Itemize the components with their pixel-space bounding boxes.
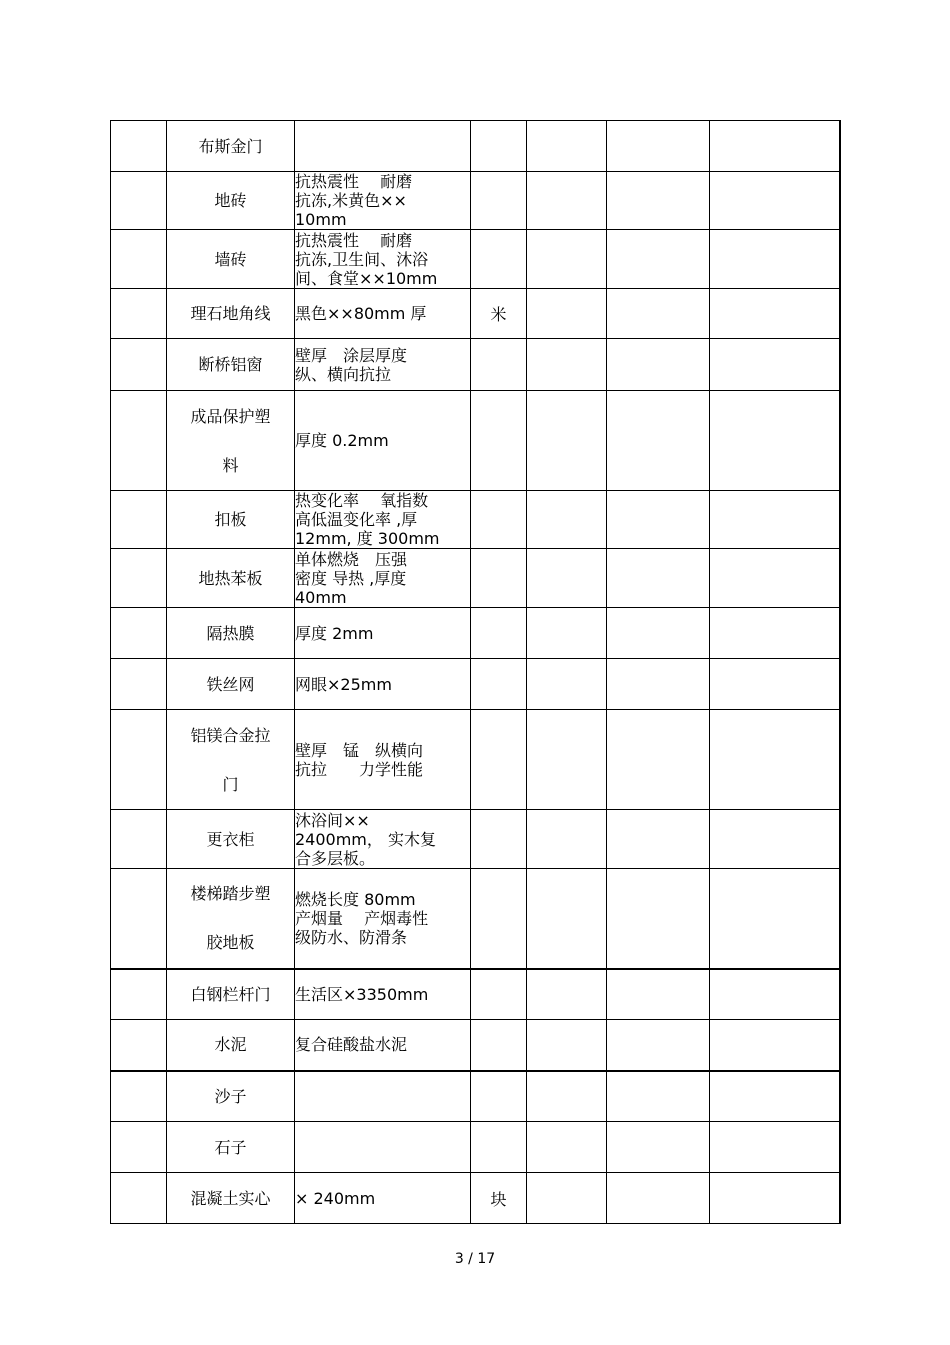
index-cell (111, 391, 167, 491)
material-spec (295, 121, 471, 172)
material-unit (471, 1071, 527, 1122)
material-name: 扣板 (167, 491, 295, 549)
material-unit (471, 391, 527, 491)
table-row (111, 391, 840, 491)
material-name: 成品保护塑 料 (167, 391, 295, 491)
table-row (111, 969, 840, 1020)
table-row (111, 289, 840, 339)
material-name: 铝镁合金拉 门 (167, 710, 295, 810)
table-row (111, 710, 840, 810)
index-cell (111, 289, 167, 339)
material-spec: 网眼×25mm (295, 659, 471, 710)
material-name: 沙子 (167, 1071, 295, 1122)
material-unit: 米 (471, 289, 527, 339)
index-cell (111, 121, 167, 172)
table-row (111, 1173, 840, 1224)
table-row (111, 230, 840, 289)
table-row (111, 1071, 840, 1122)
index-cell (111, 172, 167, 230)
index-cell (111, 230, 167, 289)
material-unit (471, 121, 527, 172)
table-row (111, 1122, 840, 1173)
index-cell (111, 659, 167, 710)
material-unit (471, 230, 527, 289)
material-name: 地热苯板 (167, 549, 295, 608)
index-cell (111, 549, 167, 608)
materials-table (110, 120, 841, 1224)
table-row (111, 1020, 840, 1071)
material-spec: 燃烧长度 80mm 产烟量 产烟毒性 级防水、防滑条 (295, 869, 471, 969)
index-cell (111, 1122, 167, 1173)
material-spec: 厚度 2mm (295, 608, 471, 659)
material-unit (471, 710, 527, 810)
material-unit (471, 339, 527, 391)
material-name: 混凝土实心 (167, 1173, 295, 1224)
table-row (111, 659, 840, 710)
table-row (111, 121, 840, 172)
material-name: 水泥 (167, 1020, 295, 1071)
material-unit: 块 (471, 1173, 527, 1224)
table-row (111, 869, 840, 969)
material-unit (471, 869, 527, 969)
index-cell (111, 1173, 167, 1224)
material-name: 铁丝网 (167, 659, 295, 710)
material-spec: 壁厚 涂层厚度 纵、横向抗拉 (295, 339, 471, 391)
material-unit (471, 1020, 527, 1071)
material-spec: 生活区×3350mm (295, 969, 471, 1020)
material-unit (471, 969, 527, 1020)
material-spec: × 240mm (295, 1173, 471, 1224)
index-cell (111, 608, 167, 659)
material-unit (471, 549, 527, 608)
index-cell (111, 810, 167, 869)
material-name: 布斯金门 (167, 121, 295, 172)
material-unit (471, 491, 527, 549)
table-row (111, 172, 840, 230)
material-spec: 热变化率 氧指数 高低温变化率 ,厚 12mm, 度 300mm (295, 491, 471, 549)
page-number: 3 / 17 (454, 1251, 496, 1267)
material-name: 地砖 (167, 172, 295, 230)
material-name: 断桥铝窗 (167, 339, 295, 391)
material-unit (471, 172, 527, 230)
table-row (111, 491, 840, 549)
material-spec (295, 1122, 471, 1173)
material-name: 理石地角线 (167, 289, 295, 339)
table-row (111, 339, 840, 391)
material-spec: 单体燃烧 压强 密度 导热 ,厚度 40mm (295, 549, 471, 608)
material-spec: 厚度 0.2mm (295, 391, 471, 491)
table-row (111, 549, 840, 608)
material-spec: 沐浴间×× 2400mm， 实木复 合多层板。 (295, 810, 471, 869)
table-row (111, 608, 840, 659)
material-spec: 抗热震性 耐磨 抗冻,米黄色×× 10mm (295, 172, 471, 230)
material-unit (471, 1122, 527, 1173)
material-spec: 黑色××80mm 厚 (295, 289, 471, 339)
material-spec: 复合硅酸盐水泥 (295, 1020, 471, 1071)
index-cell (111, 491, 167, 549)
material-spec (295, 1071, 471, 1122)
material-spec: 壁厚 锰 纵横向 抗拉 力学性能 (295, 710, 471, 810)
material-name: 白钢栏杆门 (167, 969, 295, 1020)
material-name: 楼梯踏步塑 胶地板 (167, 869, 295, 969)
index-cell (111, 710, 167, 810)
material-name: 更衣柜 (167, 810, 295, 869)
material-name: 石子 (167, 1122, 295, 1173)
material-unit (471, 608, 527, 659)
index-cell (111, 969, 167, 1020)
material-unit (471, 659, 527, 710)
index-cell (111, 339, 167, 391)
table-row (111, 810, 840, 869)
index-cell (111, 1071, 167, 1122)
material-name: 墙砖 (167, 230, 295, 289)
material-spec: 抗热震性 耐磨 抗冻,卫生间、沐浴 间、食堂××10mm (295, 230, 471, 289)
index-cell (111, 869, 167, 969)
material-name: 隔热膜 (167, 608, 295, 659)
material-unit (471, 810, 527, 869)
index-cell (111, 1020, 167, 1071)
